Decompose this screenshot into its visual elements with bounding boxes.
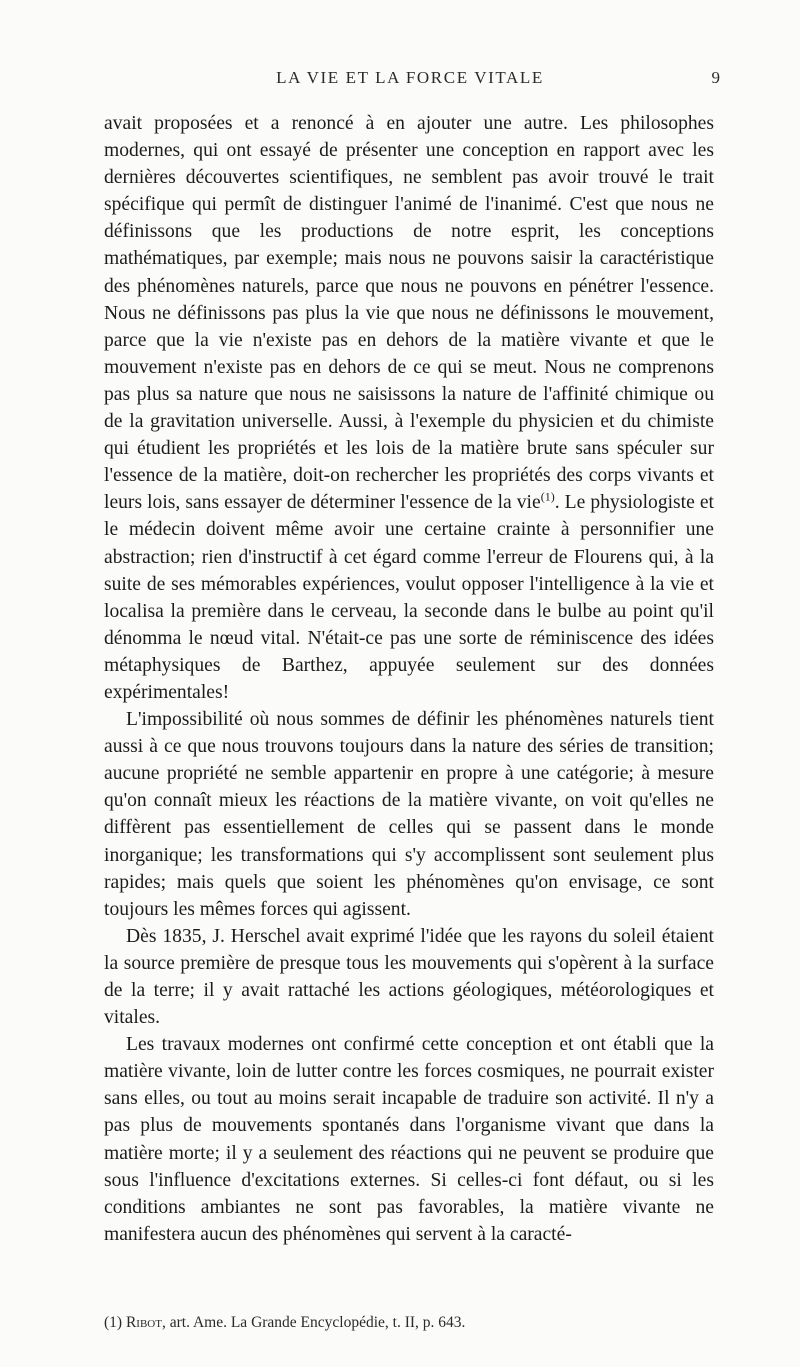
footnote-text: , art. Ame. La Grande Encyclopédie, t. II, p. 643. bbox=[161, 1314, 466, 1331]
paragraph-1 bbox=[104, 110, 714, 706]
footnote-reference: (1) bbox=[540, 489, 555, 504]
footnote-author: Ribot bbox=[125, 1314, 162, 1331]
paragraph-3: Dès 1835, J. Herschel avait exprimé l'idée que les rayons du soleil étaient la source première de presque tous les mouvements qui s'opèrent à la surface de la terre; il y avait rattaché les actions géologiques, météorologiques et vitales. bbox=[104, 925, 714, 1029]
running-head bbox=[100, 68, 720, 90]
footnote bbox=[104, 1314, 714, 1332]
paragraph-1-text: avait proposées et a renoncé à en ajouter une autre. Les philosophes modernes, qui ont essayé de présenter une conception en rapport avec les dernières découvertes scientifiques, ne semblent pas avoir trouvé le trait spécifique qui permît de distinguer l'animé de l'inanimé. C'est que nous ne définissons que les productions de notre esprit, les conceptions mathématiques, par exemple; mais nous ne pouvons saisir la caractéristique des phénomènes naturels, parce que nous ne pouvons en pénétrer l'essence. Nous ne définissons pas plus la vie que nous ne définissons le mouvement, parce que la vie n'existe pas en dehors de la matière vivante et que le mouvement n'existe pas en dehors de ce qui se meut. Nous ne comprenons pas plus sa nature que nous ne saisissons la nature de l'affinité chimique ou de la gravitation universelle. Aussi, à l'exemple du physicien et du chimiste qui étudient les propriétés et les lois de la matière brute sans spéculer sur l'essence de la matière, doit-on rechercher les propriétés des corps vivants et leurs lois, sans essayer de déterminer l'essence de la vie bbox=[104, 113, 714, 514]
page-number: 9 bbox=[711, 68, 720, 87]
footnote-marker: (1) bbox=[104, 1314, 123, 1331]
body-text bbox=[104, 110, 714, 1248]
running-title: LA VIE ET LA FORCE VITALE bbox=[276, 68, 544, 87]
paragraph-1-tail: . Le physiologiste et le médecin doivent même avoir une certaine crainte à personnifier une abstraction; rien d'instructif à cet égard comme l'erreur de Flourens qui, à la suite de ses mémorables expériences, voulut opposer l'intelligence à la vie et localisa la première dans le cerveau, la seconde dans le bulbe au point qu'il dénomma le nœud vital. N'était-ce pas une sorte de réminiscence des idées métaphysiques de Barthez, appuyée seulement sur des données expérimentales! bbox=[104, 492, 714, 703]
paragraph-2: L'impossibilité où nous sommes de définir les phénomènes naturels tient aussi à ce que nous trouvons toujours dans la nature des séries de transition; aucune propriété ne semble appartenir en propre à une catégorie; à mesure qu'on connaît mieux les réactions de la matière vivante, on voit qu'elles ne diffèrent pas essentiellement de celles qui se passent dans le monde inorganique; les transformations qui s'y accomplissent sont seulement plus rapides; mais quels que soient les phénomènes qu'on envisage, ce sont toujours les mêmes forces qui agissent. bbox=[104, 709, 714, 920]
paragraph-4: Les travaux modernes ont confirmé cette conception et ont établi que la matière vivante, loin de lutter contre les forces cosmiques, ne pourrait exister sans elles, ou tout au moins serait incapable de traduire son activité. Il n'y a pas plus de mouvements spontanés dans l'organisme vivant que dans la matière morte; il y a seulement des réactions qui ne peuvent se produire que sous l'influence d'excitations externes. Si celles-ci font défaut, ou si les conditions ambiantes ne sont pas favorables, la matière vivante ne manifestera aucun des phénomènes qui servent à la caracté- bbox=[104, 1034, 714, 1245]
